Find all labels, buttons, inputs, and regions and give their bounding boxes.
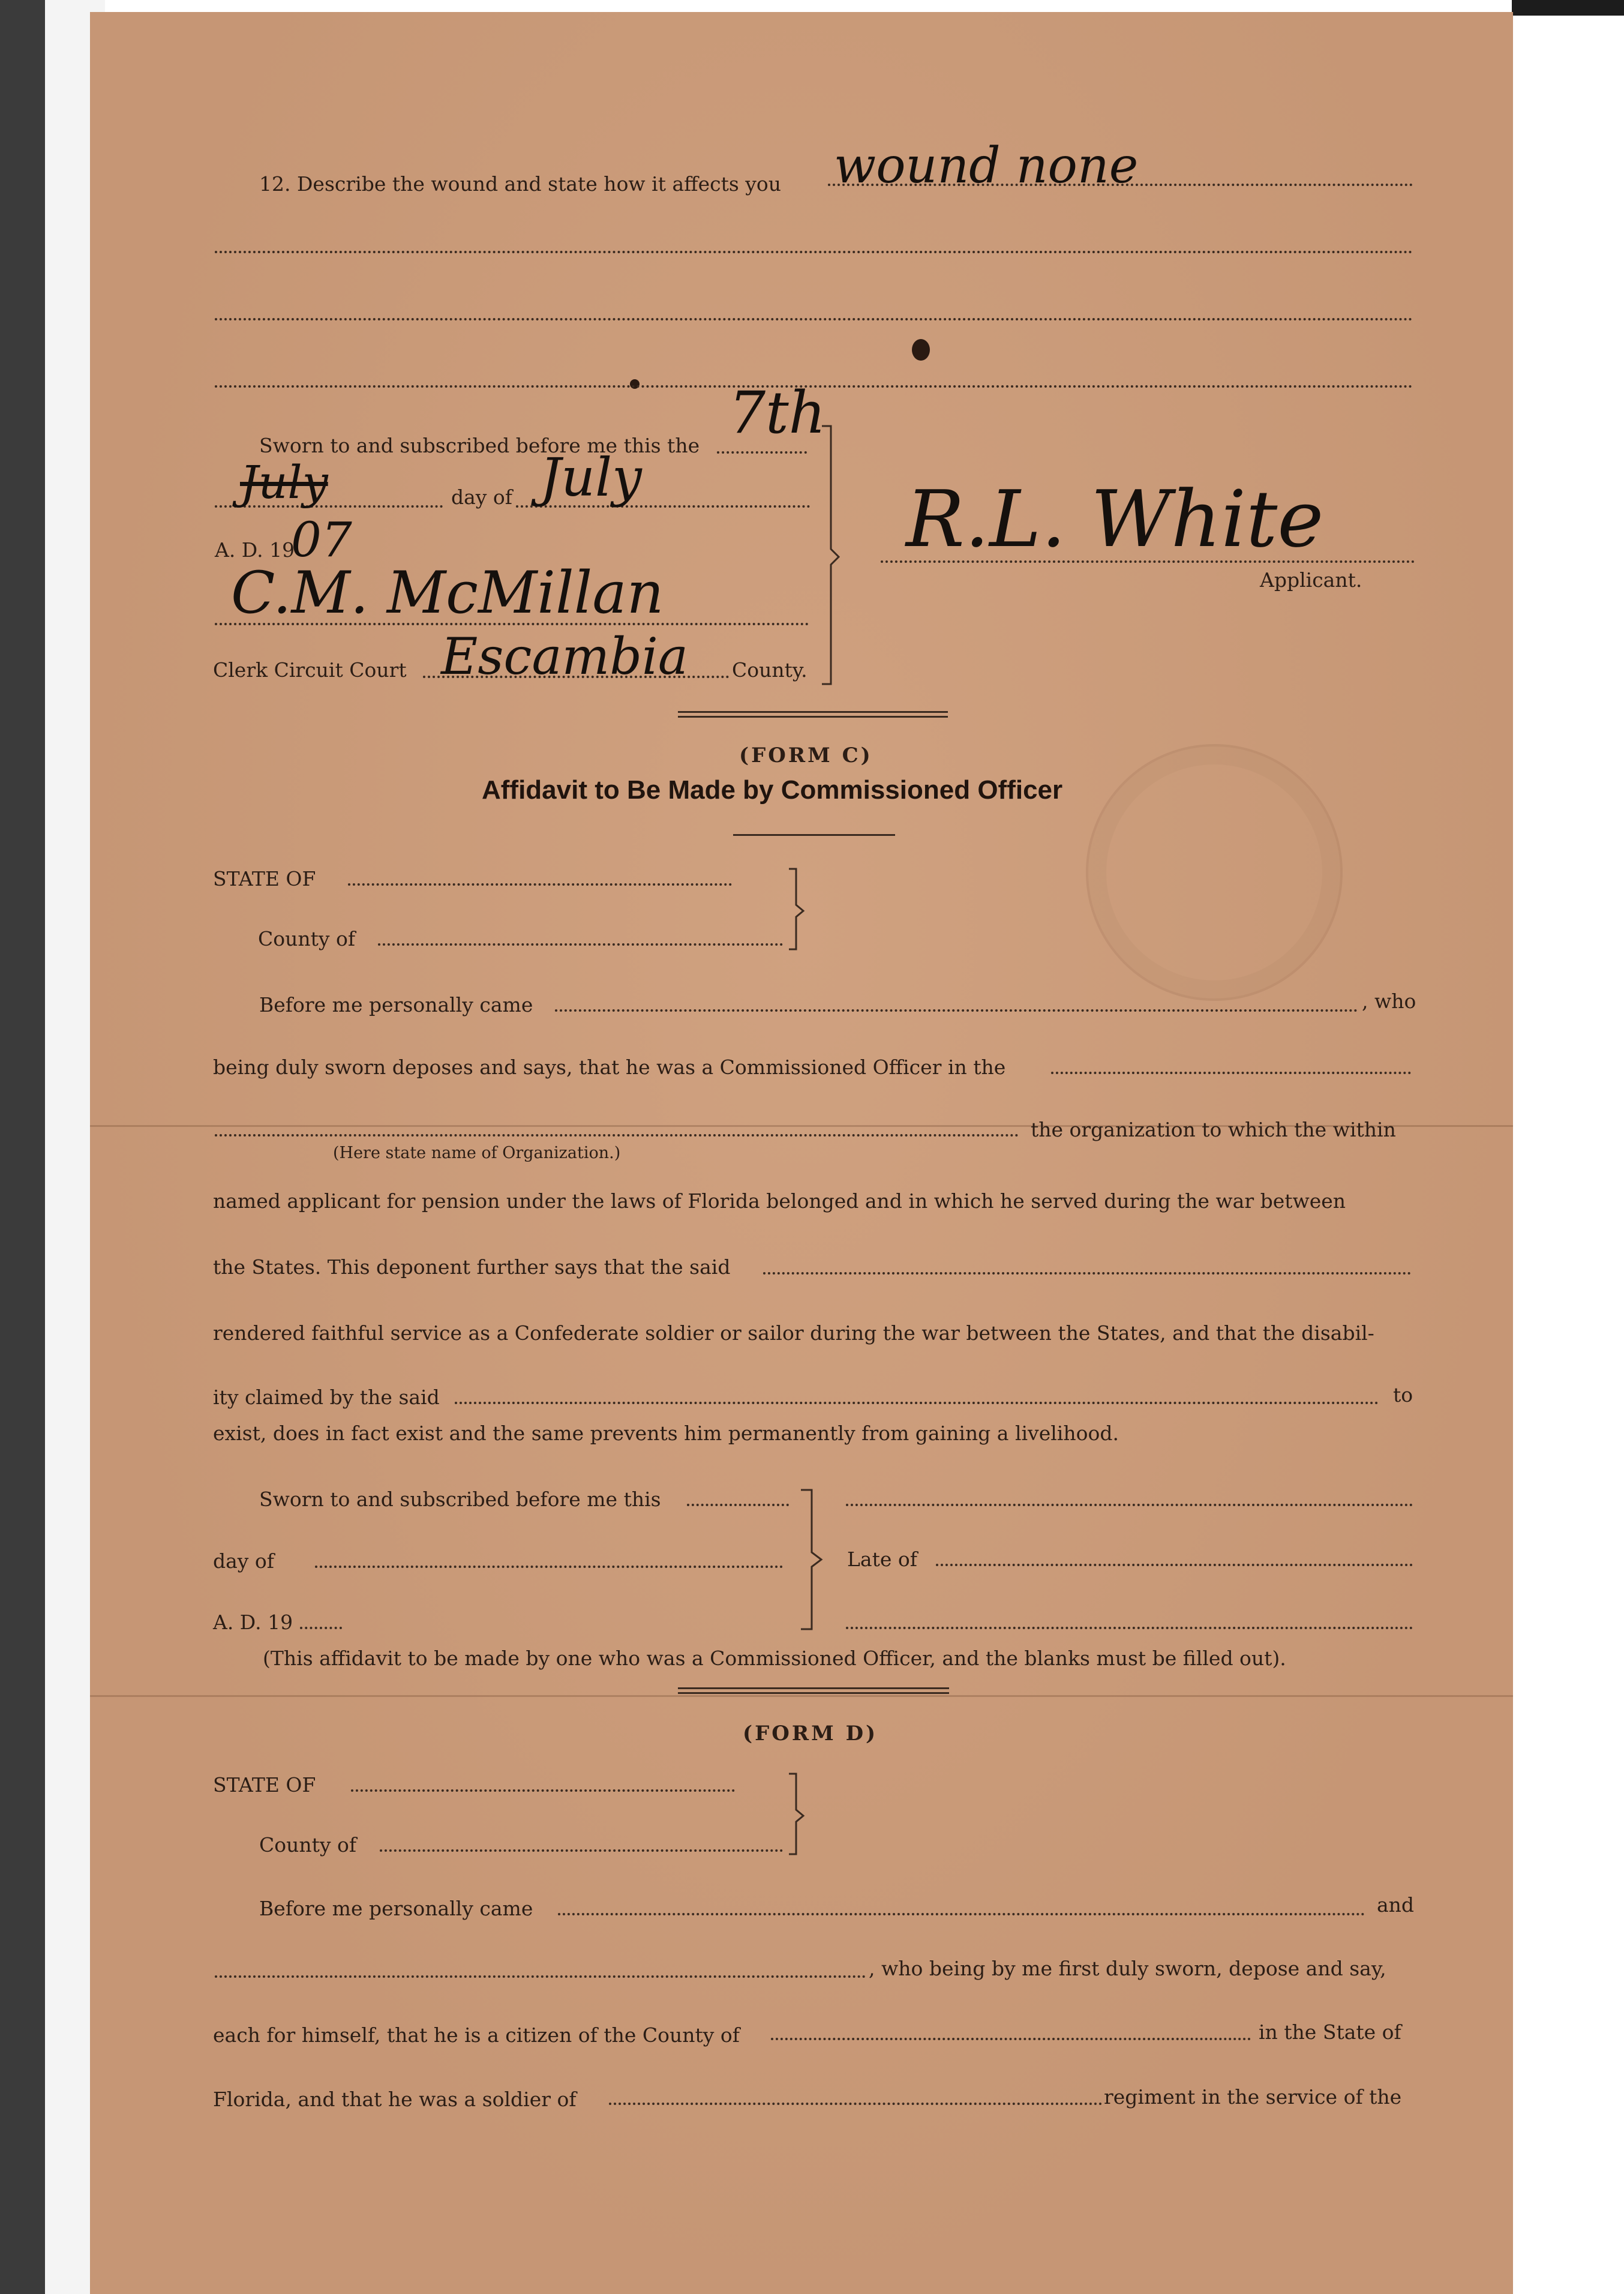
clerk-signature-line: [215, 623, 809, 625]
divider: [733, 834, 895, 836]
divider: [678, 1692, 949, 1694]
paper-fold: [90, 1695, 1513, 1697]
form-c-name-field[interactable]: [555, 1009, 1358, 1012]
form-c-officer-field[interactable]: [1051, 1072, 1411, 1074]
applicant-label: Applicant.: [1260, 568, 1362, 592]
form-c-disability-field[interactable]: [455, 1402, 1379, 1404]
form-d-line1-end: and: [1377, 1893, 1415, 1917]
form-d-bracket: [783, 1769, 813, 1859]
applicant-signature: R.L. White: [906, 473, 1324, 565]
jurat-day-value: 7th: [729, 379, 826, 446]
form-c-line6: rendered faithful service as a Confederate soldier or sailor during the war between the States, and that the disabil-: [213, 1321, 1374, 1345]
form-d-line2-end: , who being by me first duly sworn, depose and say,: [869, 1957, 1386, 1980]
form-c-month-field[interactable]: [315, 1566, 783, 1568]
q12-label: 12. Describe the wound and state how it affects you: [259, 172, 782, 196]
form-d-state-field[interactable]: [351, 1789, 735, 1792]
form-d-label: (FORM D): [743, 1722, 878, 1746]
form-c-line8: exist, does in fact exist and the same prevents him permanently from gaining a livelihood.: [213, 1422, 1119, 1445]
form-d-line3-start: each for himself, that he is a citizen of the County of: [213, 2023, 740, 2047]
form-c-line1-start: Before me personally came: [259, 993, 533, 1016]
form-c-line2: being duly sworn deposes and says, that he was a Commissioned Officer in the: [213, 1055, 1006, 1079]
form-c-title-field[interactable]: [846, 1627, 1413, 1629]
jurat-sworn-label: Sworn to and subscribed before me this the: [259, 434, 700, 457]
form-c-line7-end: to: [1393, 1383, 1413, 1407]
form-c-jurat-bracket: [795, 1485, 831, 1635]
form-c-state-label: STATE OF: [213, 867, 316, 890]
form-c-line7-start: ity claimed by the said: [213, 1386, 440, 1409]
divider: [678, 1687, 949, 1689]
jurat-bracket: [810, 420, 846, 690]
q12-blank-line: [215, 318, 1413, 320]
clerk-signature: C.M. McMillan: [231, 559, 664, 626]
county-label: County.: [732, 658, 808, 682]
scanner-edge-top: [1512, 0, 1624, 16]
q12-blank-line: [215, 251, 1413, 253]
applicant-signature-line: [881, 560, 1415, 563]
form-d-name-field[interactable]: [558, 1913, 1365, 1915]
form-c-ad-label: A. D. 19: [213, 1611, 293, 1634]
divider: [678, 711, 948, 713]
form-c-state-field[interactable]: [348, 883, 732, 886]
form-c-org-hint: (Here state name of Organization.): [333, 1144, 621, 1162]
form-c-line4: named applicant for pension under the laws of Florida belonged and in which he served during the war between: [213, 1189, 1346, 1213]
form-c-year-field[interactable]: [300, 1627, 342, 1629]
form-c-bracket: [783, 864, 813, 954]
form-d-line3-end: in the State of: [1259, 2020, 1401, 2044]
divider: [678, 716, 948, 718]
form-c-county-label: County of: [258, 927, 356, 950]
form-c-sworn-day-field[interactable]: [687, 1504, 789, 1506]
form-c-organization-field[interactable]: [215, 1134, 1019, 1136]
form-c-note: (This affidavit to be made by one who was a Commissioned Officer, and the blanks must be filled out).: [263, 1647, 1286, 1670]
jurat-month-value: July: [540, 446, 642, 508]
q12-answer: wound none: [834, 137, 1139, 194]
jurat-struck-value: July: [240, 455, 328, 509]
form-d-county-field[interactable]: [380, 1849, 783, 1852]
embossed-seal-icon: [1086, 744, 1343, 1001]
form-d-regiment-field[interactable]: [609, 2103, 1102, 2105]
document-page: [90, 12, 1513, 2294]
form-d-county-citizen-field[interactable]: [771, 2038, 1251, 2040]
form-d-line4-start: Florida, and that he was a soldier of: [213, 2088, 577, 2111]
form-d-second-name-field[interactable]: [215, 1975, 866, 1978]
form-c-label: (FORM C): [739, 743, 873, 767]
form-c-day-of-label: day of: [213, 1549, 275, 1573]
jurat-day-line: [717, 451, 807, 454]
jurat-day-of-label: day of: [451, 485, 513, 509]
form-c-officer-signature-field[interactable]: [846, 1504, 1413, 1506]
jurat-ad-label: A. D. 19: [215, 538, 295, 562]
form-c-late-of-field[interactable]: [936, 1564, 1413, 1566]
form-c-county-field[interactable]: [378, 943, 783, 946]
form-d-line4-end: regiment in the service of the: [1104, 2085, 1402, 2109]
form-d-state-label: STATE OF: [213, 1773, 316, 1797]
form-c-title: Affidavit to Be Made by Commissioned Officer: [482, 775, 1063, 805]
form-c-sworn-label: Sworn to and subscribed before me this: [259, 1488, 661, 1511]
jurat-year-value: 07: [291, 512, 352, 568]
form-c-line1-end: , who: [1362, 989, 1416, 1013]
clerk-label: Clerk Circuit Court: [213, 658, 407, 682]
ink-blot-icon: [912, 339, 930, 361]
form-c-line3-end: the organization to which the within: [1031, 1118, 1396, 1141]
form-d-line1-start: Before me personally came: [259, 1897, 533, 1920]
form-c-line5: the States. This deponent further says that the said: [213, 1255, 731, 1279]
county-value: Escambia: [441, 627, 688, 686]
form-c-applicant-field[interactable]: [763, 1272, 1411, 1275]
form-d-county-label: County of: [259, 1833, 357, 1857]
scanner-edge-dark: [0, 0, 45, 2294]
form-c-late-of-label: Late of: [847, 1548, 917, 1571]
